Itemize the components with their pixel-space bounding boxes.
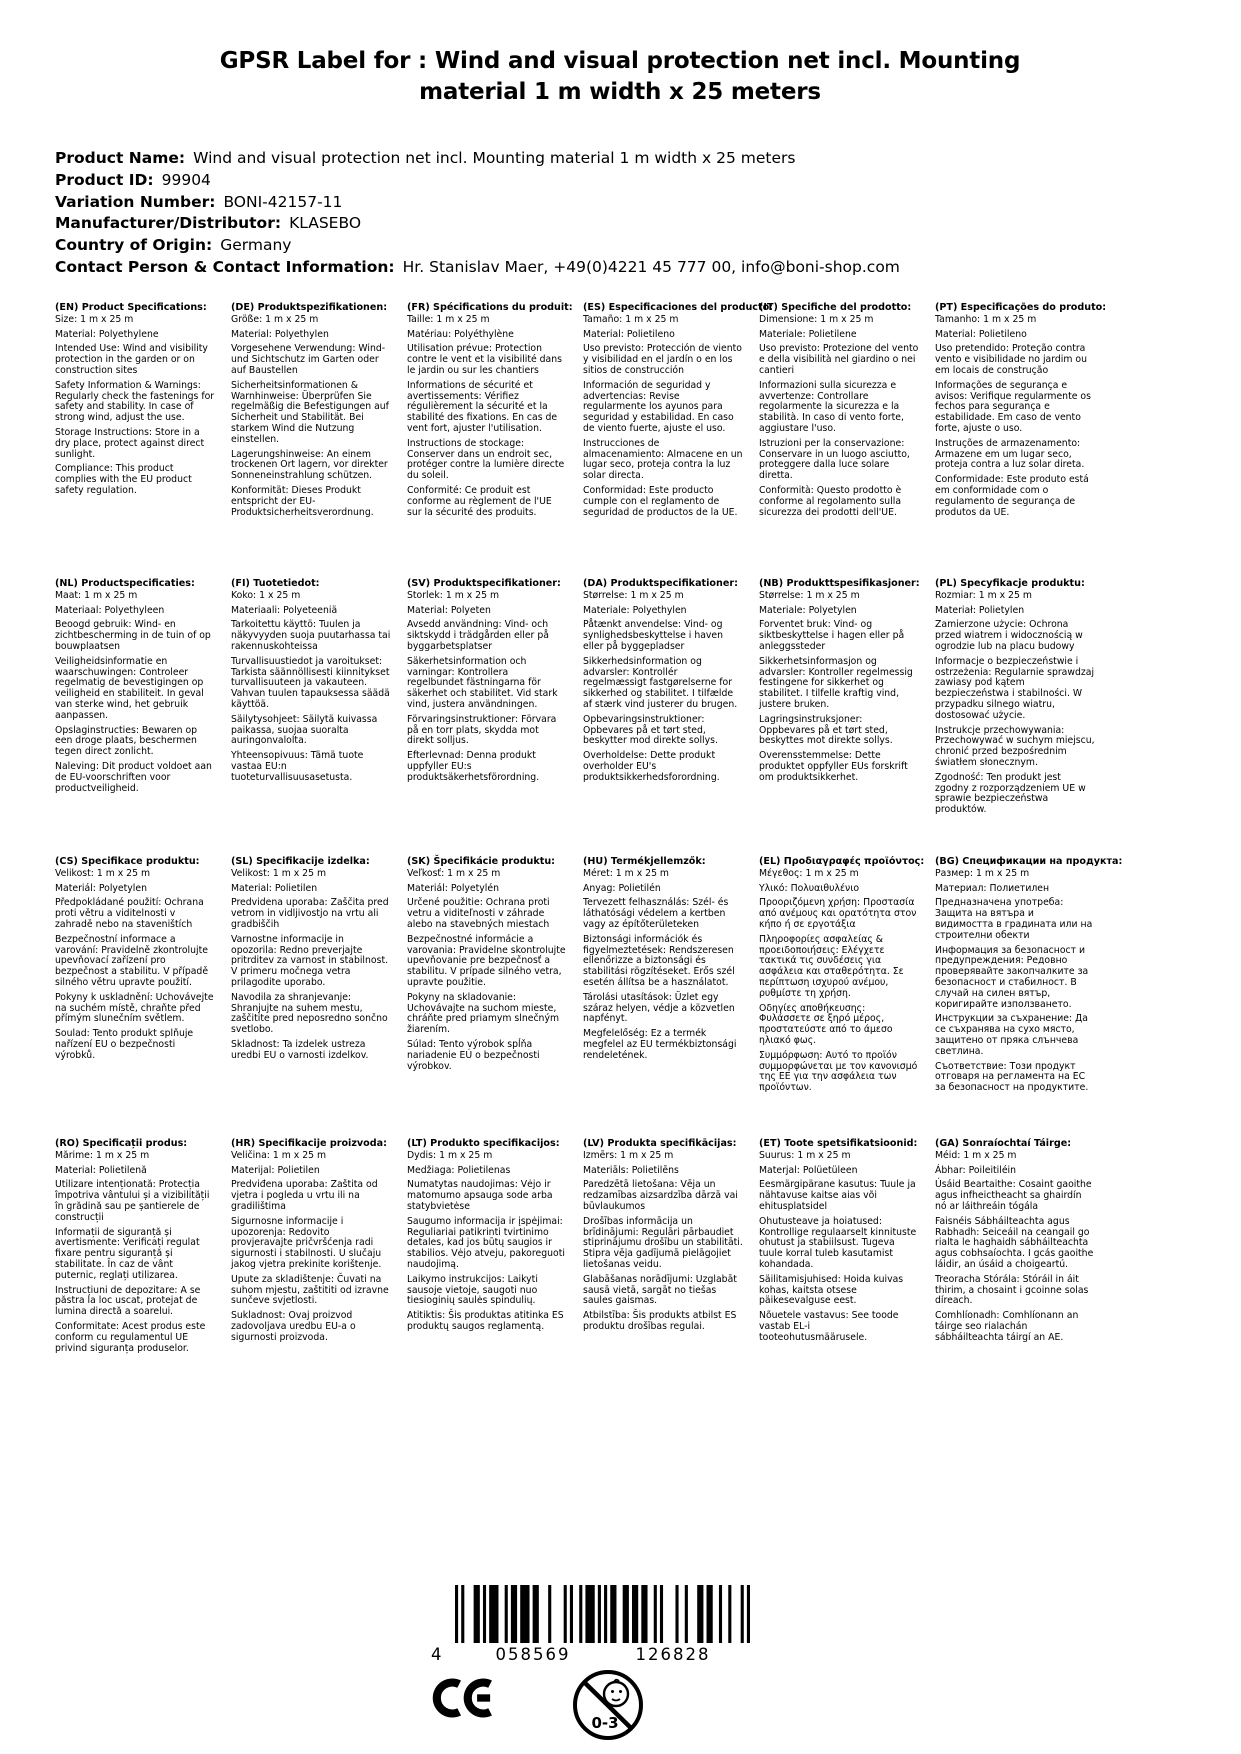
lang-paragraph: Veiligheidsinformatie en waarschuwingen: Controleer regelmatig de bevestigingen op veiligheid en stabiliteit. In geval van sterke wind, het gebruik aanpassen. <box>55 655 204 721</box>
lang-paragraph: Opbevaringsinstruktioner: Opbevares på et tørt sted, beskytter mod direkte sollys. <box>583 713 718 747</box>
lang-paragraph: Méid: 1 m x 25 m <box>935 1149 1017 1161</box>
lang-header-cs: (CS) Specifikace produktu: <box>55 856 200 867</box>
lang-paragraph: Bezpečnostné informácie a varovania: Pravidelne skontrolujte upevňovanie pre bezpečnosť a stabilitu. V prípade silného vetra, upravte použitie. <box>407 933 566 988</box>
lang-paragraph: Matériau: Polyéthylène <box>407 328 514 340</box>
product-info-row <box>55 257 900 279</box>
lang-paragraph: Mărime: 1 m x 25 m <box>55 1149 150 1161</box>
lang-header-lt: (LT) Produkto specifikacijos: <box>407 1138 560 1149</box>
lang-paragraph: Úsáid Beartaithe: Cosaint gaoithe agus infheictheacht sa ghairdín nó ar láithreáin tógála <box>935 1179 1092 1212</box>
lang-paragraph: Material: Polietilenă <box>55 1164 147 1176</box>
lang-paragraph: Predvidena uporaba: Zaščita pred vetrom in vidljivostjo na vrtu ali gradbiščih <box>231 897 389 930</box>
lang-paragraph: Eesmärgipärane kasutus: Tuule ja nähtavuse kaitse aias või ehitusplatsidel <box>759 1179 916 1212</box>
lang-paragraph: Pokyny na skladovanie: Uchovávajte na suchom mieste, chráňte pred priamym slnečným žiarením. <box>407 991 560 1036</box>
lang-paragraph: Instrucciones de almacenamiento: Almacene en un lugar seco, proteja contra la luz solar directa. <box>583 437 743 482</box>
lang-paragraph: Numatytas naudojimas: Vėjo ir matomumo apsauga sode arba statybvietėse <box>407 1179 553 1212</box>
lang-header-ga: (GA) Sonraíochtaí Táirge: <box>935 1138 1072 1149</box>
lang-paragraph: Materjal: Polüetüleen <box>759 1164 858 1176</box>
lang-paragraph: Informations de sécurité et avertissements: Vérifiez régulièrement la sécurité et la stabilité des fixations. En cas de vent fort, ajuster l'utilisation. <box>407 379 558 434</box>
lang-paragraph: Soulad: Tento produkt splňuje nařízení EU o bezpečnosti výrobků. <box>55 1028 194 1061</box>
lang-paragraph: Koko: 1 x 25 m <box>231 589 301 601</box>
page-title <box>160 46 1080 108</box>
lang-paragraph: Avsedd användning: Vind- och siktskydd i trädgården eller på byggarbetsplatser <box>407 619 549 652</box>
lang-header-es: (ES) Especificaciones del producto: <box>583 302 774 313</box>
lang-paragraph: Tamaño: 1 m x 25 m <box>583 313 679 325</box>
product-info-label: Product Name: <box>55 149 186 167</box>
lang-paragraph: Conformité: Ce produit est conforme au règlement de l'UE sur la sécurité des produits. <box>407 484 552 518</box>
lang-paragraph: Sikkerhedsinformation og advarsler: Kontrollér regelmæssigt fastgørelserne for sikkerhed og stabilitet. I tilfælde af stærk vind justerer du brugen. <box>583 655 738 710</box>
ce-mark-icon <box>425 1675 495 1725</box>
lang-paragraph: Tervezett felhasználás: Szél- és láthatósági védelem a kertben vagy az építőterületeken <box>583 897 729 930</box>
product-info-row <box>55 235 900 257</box>
lang-paragraph: Pokyny k uskladnění: Uchovávejte na suchém místě, chraňte před přímým slunečním světlem. <box>55 991 214 1025</box>
lang-paragraph: Naleving: Dit product voldoet aan de EU-voorschriften voor productveiligheid. <box>55 760 212 794</box>
product-info-value: Wind and visual protection net incl. Mounting material 1 m width x 25 meters <box>193 149 796 167</box>
lang-block-pl <box>935 579 1111 857</box>
lang-block-ga <box>935 1139 1111 1358</box>
lang-header-bg: (BG) Спецификации на продукта: <box>935 856 1123 867</box>
lang-paragraph: Material: Polietileno <box>935 328 1027 340</box>
lang-paragraph: Paredzētā lietošana: Vēja un redzamības aizsardzība dārzā vai būvlaukumos <box>583 1179 738 1212</box>
lang-header-pt: (PT) Especificações do produto: <box>935 302 1107 313</box>
lang-header-da: (DA) Produktspecifikationer: <box>583 578 738 589</box>
lang-paragraph: Материал: Полиетилен <box>935 882 1050 894</box>
lang-paragraph: Atbilstība: Šis produkts atbilst ES produktu drošības regulai. <box>583 1310 737 1332</box>
lang-paragraph: Lagerungshinweise: An einem trockenen Ort lagern, vor direkter Sonneneinstrahlung schützen. <box>231 448 388 482</box>
lang-paragraph: Säkerhetsinformation och varningar: Kontrollera regelbundet fästningarna för säkerhet och stabilitet. Vid stark vind, justera användningen. <box>407 655 558 710</box>
lang-block-sv <box>407 579 583 857</box>
lang-paragraph: Turvallisuustiedot ja varoitukset: Tarkista säännöllisesti kiinnitykset turvallisuuteen ja vakauteen. Vahvan tuulen tapauksessa säädä käyttöä. <box>231 655 390 710</box>
lang-paragraph: Saugumo informacija ir įspėjimai: Reguliariai patikrinti tvirtinimo detales, kad jos būtų saugios ir stabilios. Vėjo atveju, pakoreguoti naudojimą. <box>407 1215 565 1270</box>
lang-block-fi <box>231 579 407 857</box>
lang-block-el <box>759 857 935 1139</box>
lang-paragraph: Uso pretendido: Proteção contra vento e visibilidade no jardim ou em locais de construção <box>935 343 1087 376</box>
lang-paragraph: Beoogd gebruik: Wind- en zichtbescherming in de tuin of op bouwplaatsen <box>55 619 211 652</box>
lang-paragraph: Súlad: Tento výrobok spĺňa nariadenie EÚ o bezpečnosti výrobkov. <box>407 1038 540 1072</box>
lang-header-sl: (SL) Specifikacije izdelka: <box>231 856 370 867</box>
lang-paragraph: Faisnéis Sábháilteachta agus Rabhadh: Seiceáil na ceangail go rialta le haghaidh sábháilteachta agus cobhsaíochta. I gcás gaoithe láidir, an úsáid a choigeartú. <box>935 1215 1094 1270</box>
lang-paragraph: Συμμόρφωση: Αυτό το προϊόν συμμορφώνεται με τον κανονισμό της ΕΕ για την ασφάλεια των προϊόντων. <box>759 1049 918 1094</box>
lang-paragraph: Información de seguridad y advertencias: Revise regularmente los ayunos para seguridad y estabilidad. En caso de viento fuerte, ajuste el uso. <box>583 379 734 434</box>
lang-paragraph: Zamierzone użycie: Ochrona przed wiatrem i widocznością w ogrodzie lub na placu budowy <box>935 619 1083 652</box>
lang-paragraph: Dydis: 1 m x 25 m <box>407 1149 493 1161</box>
lang-paragraph: Size: 1 m x 25 m <box>55 313 134 325</box>
lang-paragraph: Material: Polyethylene <box>55 328 159 340</box>
barcode <box>431 1585 750 1667</box>
lang-paragraph: Yhteensopivuus: Tämä tuote vastaa EU:n tuoteturvallisuusasetusta. <box>231 750 364 783</box>
lang-paragraph: Istruzioni per la conservazione: Conservare in un luogo asciutto, proteggere dalla luce solare diretta. <box>759 437 910 482</box>
lang-paragraph: Taille: 1 m x 25 m <box>407 313 490 325</box>
lang-paragraph: Ohutusteave ja hoiatused: Kontrollige regulaarselt kinnituste ohutust ja stabiilsust. Tugeva tuule korral tuleb kasutamist kohandada. <box>759 1215 917 1270</box>
lang-paragraph: Forventet bruk: Vind- og siktbeskyttelse i hagen eller på anleggssteder <box>759 619 905 652</box>
lang-paragraph: Glabāšanas norādījumi: Uzglabāt sausā vietā, sargāt no tiešas saules gaismas. <box>583 1273 737 1307</box>
lang-paragraph: Υλικό: Πολυαιθυλένιο <box>759 882 860 894</box>
lang-block-fr <box>407 303 583 579</box>
lang-paragraph: Material: Polyethylen <box>231 328 329 340</box>
lang-paragraph: Conformidad: Este producto cumple con el reglamento de seguridad de productos de la UE. <box>583 484 738 518</box>
page-title-line2: material 1 m width x 25 meters <box>419 79 821 105</box>
product-info <box>55 148 900 279</box>
lang-header-fr: (FR) Spécifications du produit: <box>407 302 573 313</box>
lang-paragraph: Určené použitie: Ochrana proti vetru a viditeľnosti v záhrade alebo na stavebných miestach <box>407 897 550 930</box>
lang-paragraph: Størrelse: 1 m x 25 m <box>583 589 684 601</box>
lang-paragraph: Storage Instructions: Store in a dry place, protect against direct sunlight. <box>55 426 205 460</box>
lang-paragraph: Upute za skladištenje: Čuvati na suhom mjestu, zaštititi od izravne sunčeve svjetlosti. <box>231 1273 389 1307</box>
lang-block-bg <box>935 856 1123 1139</box>
lang-paragraph: Conformità: Questo prodotto è conforme al regolamento sulla sicurezza dei prodotti dell'UE. <box>759 484 902 518</box>
lang-paragraph: Materijal: Polietilen <box>231 1164 320 1176</box>
lang-block-it <box>759 303 935 579</box>
lang-paragraph: Размер: 1 m x 25 m <box>935 867 1030 879</box>
lang-paragraph: Predviđena uporaba: Zaštita od vjetra i pogleda u vrtu ili na gradilištima <box>231 1179 378 1212</box>
lang-paragraph: Maat: 1 m x 25 m <box>55 589 138 601</box>
lang-paragraph: Safety Information & Warnings: Regularly check the fastenings for safety and stability. In case of strong wind, adjust the use. <box>55 379 215 424</box>
lang-paragraph: Tarkoitettu käyttö: Tuulen ja näkyvyyden suoja puutarhassa tai rakennuskohteissa <box>231 619 391 652</box>
lang-paragraph: Πληροφορίες ασφαλείας & προειδοποιήσεις: Ελέγχετε τακτικά τις συνδέσεις για ασφάλεια και σταθερότητα. Σε περίπτωση ισχυρού ανέμου, ρυθμίστε τη χρήση. <box>759 933 904 999</box>
lang-paragraph: Förvaringsinstruktioner: Förvara på en torr plats, skydda mot direkt solljus. <box>407 713 557 747</box>
lang-header-pl: (PL) Specyfikacje produktu: <box>935 578 1085 589</box>
lang-paragraph: Informacje o bezpieczeństwie i ostrzeżenia: Regularnie sprawdzaj zawiasy pod kątem bezpieczeństwa i stabilności. W przypadku silnego wiatru, dostosować użycie. <box>935 655 1095 721</box>
product-info-row <box>55 213 900 235</box>
lang-paragraph: Materiał: Polietylen <box>935 604 1025 616</box>
lang-paragraph: Informații de siguranță și avertismente: Verificați regulat fixare pentru siguranță și stabilitate. În caz de vânt puternic, reglați utilizarea. <box>55 1226 200 1281</box>
lang-paragraph: Drošības informācija un brīdinājumi: Regulāri pārbaudiet stiprinājumu drošību un stabilitāti. Stipra vēja gadījumā pielāgojiet lietošanas veidu. <box>583 1215 743 1270</box>
lang-paragraph: Laikymo instrukcijos: Laikyti sausoje vietoje, saugoti nuo tiesioginių saulės spindulių. <box>407 1273 538 1307</box>
lang-paragraph: Uso previsto: Protezione del vento e della visibilità nel giardino o nei cantieri <box>759 343 919 376</box>
lang-paragraph: Předpokládané použití: Ochrana proti větru a viditelnosti v zahradě nebo na staveništích <box>55 897 204 930</box>
product-info-label: Product ID: <box>55 170 154 189</box>
lang-header-nb: (NB) Produkttspesifikasjoner: <box>759 578 920 589</box>
lang-block-es <box>583 302 774 579</box>
lang-paragraph: Material: Polietileno <box>583 328 675 340</box>
page-title-line1: GPSR Label for : Wind and visual protection net incl. Mounting <box>219 48 1021 74</box>
product-info-label: Variation Number: <box>55 192 216 211</box>
lang-paragraph: Bezpečnostní informace a varování: Pravidelně zkontrolujte upevňovací zařízení pro bezpečnost a stabilitu. V případě silného větru upravte použití. <box>55 933 209 988</box>
lang-paragraph: Μέγεθος: 1 m x 25 m <box>759 867 859 879</box>
lang-block-nb <box>759 579 935 857</box>
lang-paragraph: Съответствие: Този продукт отговаря на регламента на ЕС за безопасност на продуктите. <box>935 1060 1089 1094</box>
lang-paragraph: Nõuetele vastavus: See toode vastab EL-i tooteohutusmäärusele. <box>759 1310 899 1343</box>
lang-paragraph: Informações de segurança e avisos: Verifique regularmente os fechos para segurança e estabilidade. Em caso de vento forte, ajuste o uso. <box>935 379 1091 434</box>
lang-paragraph: Påtænkt anvendelse: Vind- og synlighedsbeskyttelse i haven eller på byggepladser <box>583 619 724 652</box>
product-info-value: 99904 <box>161 170 211 189</box>
product-info-value: Germany <box>220 236 292 255</box>
lang-paragraph: Vorgesehene Verwendung: Wind- und Sichtschutz im Garten oder auf Baustellen <box>231 343 386 376</box>
lang-paragraph: Materiál: Polyetylén <box>407 882 499 894</box>
lang-paragraph: Utilisation prévue: Protection contre le vent et la visibilité dans le jardin ou sur les chantiers <box>407 343 562 376</box>
lang-header-sv: (SV) Produktspecifikationer: <box>407 578 561 589</box>
lang-paragraph: Materiaal: Polyethyleen <box>55 604 165 616</box>
product-info-row <box>55 148 900 170</box>
lang-paragraph: Materiaali: Polyeteeniä <box>231 604 338 616</box>
lang-paragraph: Instrukcje przechowywania: Przechowywać w suchym miejscu, chronić przed bezpośrednim światłem słonecznym. <box>935 724 1095 768</box>
lang-paragraph: Suurus: 1 m x 25 m <box>759 1149 851 1161</box>
lang-block-en <box>55 303 231 579</box>
lang-paragraph: Uso previsto: Protección de viento y visibilidad en el jardín o en los sitios de construcción <box>583 343 742 376</box>
lang-header-lv: (LV) Produkta specifikācijas: <box>583 1138 737 1149</box>
lang-paragraph: Οδηγίες αποθήκευσης: Φυλάσσετε σε ξηρό μέρος, προστατεύστε από το άμεσο ηλιακό φως. <box>759 1002 893 1046</box>
lang-paragraph: Velikost: 1 m x 25 m <box>55 867 151 879</box>
lang-paragraph: Tamanho: 1 m x 25 m <box>935 313 1037 325</box>
lang-paragraph: Efterlevnad: Denna produkt uppfyller EU:s produktsäkerhetsförordning. <box>407 750 540 783</box>
lang-paragraph: Materiale: Polietilene <box>759 328 857 340</box>
lang-paragraph: Izmērs: 1 m x 25 m <box>583 1149 674 1161</box>
lang-paragraph: Méret: 1 m x 25 m <box>583 867 669 879</box>
lang-header-hu: (HU) Termékjellemzők: <box>583 856 706 867</box>
lang-paragraph: Dimensione: 1 m x 25 m <box>759 313 874 325</box>
lang-paragraph: Materiale: Polyetylen <box>759 604 857 616</box>
lang-header-el: (EL) Προδιαγραφές προϊόντος: <box>759 856 925 867</box>
product-info-label: Contact Person & Contact Information: <box>55 257 395 276</box>
lang-paragraph: Storlek: 1 m x 25 m <box>407 589 500 601</box>
lang-paragraph: Atitiktis: Šis produktas atitinka ES produktų saugos reglamentą. <box>407 1310 564 1332</box>
lang-paragraph: Προοριζόμενη χρήση: Προστασία από ανέμους και ορατότητα στον κήπο ή σε εργοτάξια <box>759 897 917 930</box>
lang-paragraph: Säilitamisjuhised: Hoida kuivas kohas, kaitsta otsese päikesevalguse eest. <box>759 1273 904 1307</box>
lang-paragraph: Instructions de stockage: Conserver dans un endroit sec, protéger contre la lumière directe du soleil. <box>407 437 565 482</box>
lang-header-nl: (NL) Productspecificaties: <box>55 578 195 589</box>
lang-paragraph: Anyag: Polietilén <box>583 882 661 894</box>
lang-paragraph: Materiāls: Polietilēns <box>583 1164 679 1176</box>
lang-header-de: (DE) Produktspezifikationen: <box>231 302 388 313</box>
lang-paragraph: Medžiaga: Polietilenas <box>407 1164 511 1176</box>
lang-paragraph: Compliance: This product complies with the EU product safety regulation. <box>55 463 192 496</box>
lang-paragraph: Megfelelőség: Ez a termék megfelel az EU termékbiztonsági rendeletének. <box>583 1028 737 1061</box>
lang-header-et: (ET) Toote spetsifikatsioonid: <box>759 1138 918 1149</box>
lang-paragraph: Materiál: Polyetylen <box>55 882 147 894</box>
lang-paragraph: Instrucțiuni de depozitare: A se păstra la loc uscat, protejat de lumina directă a soarelui. <box>55 1284 201 1318</box>
lang-block-pt <box>935 303 1111 579</box>
lang-block-sk <box>407 857 583 1139</box>
lang-block-ro <box>55 1139 231 1358</box>
lang-paragraph: Konformität: Dieses Produkt entspricht der EU-Produktsicherheitsverordnung. <box>231 484 374 518</box>
lang-paragraph: Conformitate: Acest produs este conform cu regulamentul UE privind siguranța produselor. <box>55 1320 206 1354</box>
product-info-value: BONI-42157-11 <box>223 192 343 211</box>
language-grid <box>55 302 1123 1358</box>
age-warning-icon <box>570 1660 646 1754</box>
lang-paragraph: Conformidade: Este produto está em conformidade com o regulamento de segurança de produtos da UE. <box>935 474 1089 518</box>
lang-paragraph: Material: Polietilen <box>231 882 318 894</box>
lang-paragraph: Sikkerhetsinformasjon og advarsler: Kontroller regelmessig festingene for sikkerhet og stabilitet. I tilfelle kraftig vind, justere bruken. <box>759 655 913 710</box>
lang-paragraph: Информация за безопасност и предупреждения: Редовно проверявайте закопчалките за безопасност и стабилност. В случай на силен вятър, коригирайте използването. <box>935 944 1089 1010</box>
lang-block-lv <box>583 1139 759 1358</box>
lang-paragraph: Sukladnost: Ovaj proizvod zadovoljava uredbu EU-a o sigurnosti proizvoda. <box>231 1310 356 1343</box>
lang-header-en: (EN) Product Specifications: <box>55 302 207 313</box>
lang-paragraph: Sicherheitsinformationen & Warnhinweise: Überprüfen Sie regelmäßig die Befestigungen auf Sicherheit und Stabilität. Bei starkem Wind die Nutzung einstellen. <box>231 379 389 445</box>
product-info-row <box>55 170 900 192</box>
lang-block-hu <box>583 857 759 1139</box>
lang-paragraph: Ábhar: Poileitiléin <box>935 1164 1017 1176</box>
lang-block-de <box>231 303 407 579</box>
product-info-value: KLASEBO <box>289 214 362 233</box>
lang-paragraph: Sigurnosne informacije i upozorenja: Redovito provjeravajte pričvršćenja radi sigurnosti i stabilnosti. U slučaju jakog vjetra prekinite korištenje. <box>231 1215 382 1270</box>
lang-paragraph: Intended Use: Wind and visibility protection in the garden or on construction sites <box>55 343 208 376</box>
product-info-row <box>55 192 900 214</box>
barcode-left-group: 058569 <box>495 1645 571 1664</box>
lang-paragraph: Overensstemmelse: Dette produktet oppfyller EUs forskrift om produktsikkerhet. <box>759 750 908 783</box>
lang-paragraph: Biztonsági információk és figyelmeztetések: Rendszeresen ellenőrizze a biztonsági és stabilitási rögzítéseket. Erős szél esetén állítsa be a használatot. <box>583 933 735 988</box>
lang-paragraph: Instruções de armazenamento: Armazene em um lugar seco, proteja contra a luz solar direta. <box>935 437 1085 471</box>
lang-paragraph: Veľkosť: 1 m x 25 m <box>407 867 501 879</box>
lang-header-sk: (SK) Špecifikácie produktu: <box>407 856 556 867</box>
barcode-lead-digit: 4 <box>431 1645 442 1664</box>
lang-block-nl <box>55 579 231 857</box>
lang-paragraph: Säilytysohjeet: Säilytä kuivassa paikassa, suojaa suoralta auringonvalolta. <box>231 713 378 747</box>
lang-paragraph: Zgodność: Ten produkt jest zgodny z rozporządzeniem UE w sprawie bezpieczeństwa produktów. <box>935 771 1086 816</box>
lang-block-cs <box>55 857 231 1139</box>
lang-paragraph: Materiale: Polyethylen <box>583 604 687 616</box>
age-warning-label: 0-3 <box>591 1714 619 1732</box>
barcode-right-group: 126828 <box>635 1645 711 1664</box>
lang-paragraph: Rozmiar: 1 m x 25 m <box>935 589 1032 601</box>
lang-paragraph: Varnostne informacije in opozorila: Redno preverjajte pritrditev za varnost in stabilnost. V primeru močnega vetra prilagodite uporabo. <box>231 933 389 988</box>
lang-block-sl <box>231 857 407 1139</box>
lang-paragraph: Utilizare intenționată: Protecția împotriva vântului și a vizibilității în grădină sau pe șantierele de construcții <box>55 1179 210 1223</box>
product-info-value: Hr. Stanislav Maer, +49(0)4221 45 777 00, info@boni-shop.com <box>402 257 900 276</box>
lang-paragraph: Comhlíonadh: Comhlíonann an táirge seo rialachán sábháilteachta táirgí an AE. <box>935 1310 1079 1343</box>
barcode-bars <box>455 1585 750 1643</box>
lang-paragraph: Material: Polyeten <box>407 604 491 616</box>
lang-paragraph: Инструкции за съхранение: Да се съхранява на сухо място, защитено от пряка слънчева светлина. <box>935 1013 1089 1057</box>
lang-paragraph: Opslaginstructies: Bewaren op een droge plaats, beschermen tegen direct zonlicht. <box>55 724 198 758</box>
lang-block-hr <box>231 1139 407 1358</box>
lang-paragraph: Skladnost: Ta izdelek ustreza uredbi EU o varnosti izdelkov. <box>231 1038 369 1061</box>
lang-paragraph: Größe: 1 m x 25 m <box>231 313 319 325</box>
lang-paragraph: Treoracha Stórála: Stóráil in áit thirim, a chosaint i gcoinne solas díreach. <box>935 1273 1089 1307</box>
lang-paragraph: Предназначена употреба: Защита на вятъра и видимостта в градината или на строителни обекти <box>935 897 1093 941</box>
product-info-label: Manufacturer/Distributor: <box>55 214 282 233</box>
lang-paragraph: Velikost: 1 m x 25 m <box>231 867 327 879</box>
lang-header-ro: (RO) Specificații produs: <box>55 1138 188 1149</box>
lang-paragraph: Veličina: 1 m x 25 m <box>231 1149 327 1161</box>
lang-header-hr: (HR) Specifikacije proizvoda: <box>231 1138 387 1149</box>
lang-paragraph: Informazioni sulla sicurezza e avvertenze: Controllare regolarmente la sicurezza e la stabilità. In caso di vento forte, aggiustare l'uso. <box>759 379 904 434</box>
lang-header-it: (IT) Specifiche del prodotto: <box>759 302 912 313</box>
lang-paragraph: Størrelse: 1 m x 25 m <box>759 589 860 601</box>
lang-paragraph: Navodila za shranjevanje: Shranjujte na suhem mestu, zaščitite pred neposredno sončno svetlobo. <box>231 991 388 1036</box>
lang-header-fi: (FI) Tuotetiedot: <box>231 578 320 589</box>
lang-block-lt <box>407 1139 583 1358</box>
lang-block-et <box>759 1139 935 1358</box>
lang-paragraph: Overholdelse: Dette produkt overholder EU's produktsikkerhedsforordning. <box>583 750 720 783</box>
lang-paragraph: Lagringsinstruksjoner: Oppbevares på et tørt sted, beskyttes mot direkte sollys. <box>759 713 893 747</box>
product-info-label: Country of Origin: <box>55 236 213 255</box>
lang-block-da <box>583 579 759 857</box>
lang-paragraph: Tárolási utasítások: Üzlet egy száraz helyen, védje a közvetlen napfényt. <box>583 991 735 1025</box>
